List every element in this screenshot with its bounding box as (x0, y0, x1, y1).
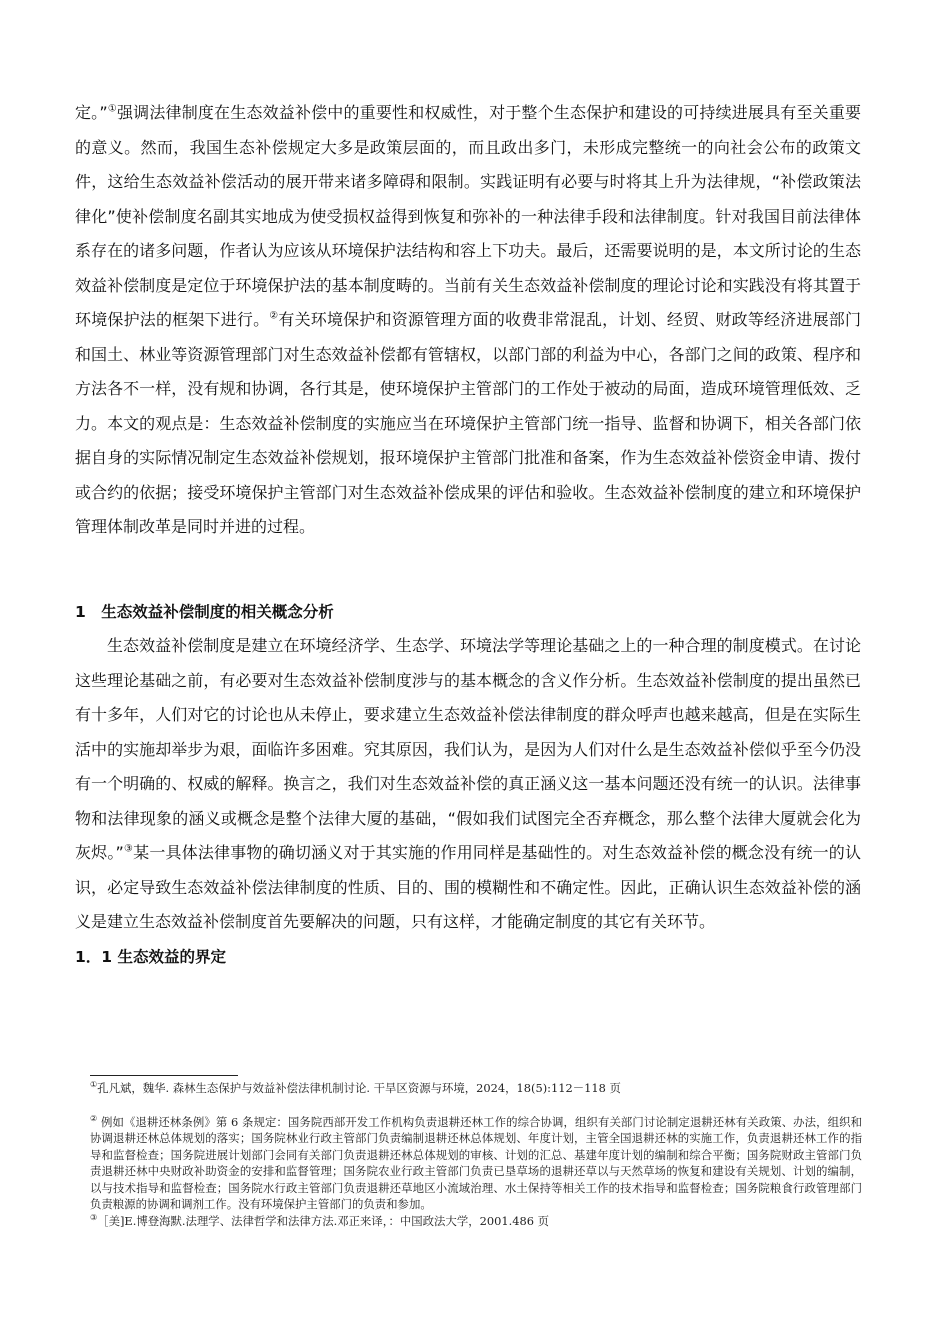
footnote-divider (90, 1075, 238, 1076)
document-page (75, 96, 861, 974)
footnotes (90, 1080, 862, 1229)
paragraph-text: 强调法律制度在生态效益补偿中的重要性和权威性，对于整个生态保护和建设的可持续进展具有至关重要的意义。然而，我国生态补偿规定大多是政策层面的，而且政出多门，未形成完整统一的向社会公布的政策文件，这给生态效益补偿活动的展开带来诸多障碍和限制。实践证明有必要与时将其上升为法律规，“补偿政策法律化”使补偿制度名副其实地成为使受损权益得到恢复和弥补的一种法律手段和法律制度。针对我国目前法律体系存在的诸多问题，作者认为应该从环境保护法结构和容上下功夫。最后，还需要说明的是，本文所讨论的生态效益补偿制度是定位于环境保护法的基本制度畴的。当前有关生态效益补偿制度的理论讨论和实践没有将其置于环境保护法的框架下进行。 (75, 103, 861, 329)
footnote-mark: ③ (90, 1212, 98, 1222)
paragraph-text: 有关环境保护和资源管理方面的收费非常混乱，计划、经贸、财政等经济进展部门和国土、林业等资源管理部门对生态效益补偿都有管辖权，以部门部的利益为中心，各部门之间的政策、程序和方法各不一样，没有规和协调，各行其是，使环境保护主管部门的工作处于被动的局面，造成环境管理低效、乏力。本文的观点是：生态效益补偿制度的实施应当在环境保护主管部门统一指导、监督和协调下，相关各部门依据自身的实际情况制定生态效益补偿规划，报环境保护主管部门批准和备案，作为生态效益补偿资金申请、拨付或合约的依据；接受环境保护主管部门对生态效益补偿成果的评估和验收。生态效益补偿制度的建立和环境保护管理体制改革是同时并进的过程。 (75, 310, 861, 536)
footnote-mark: ② (90, 1113, 98, 1123)
footnote-text: 例如《退耕还林条例》第 6 条规定：国务院西部开发工作机构负责退耕还林工作的综合协调，组织有关部门讨论制定退耕还林有关政策、办法，组织和协调退耕还林总体规划的落实；国务院林业行政主管部门负责编制退耕还林总体规划、年度计划，主管全国退耕还林的实施工作，负责退耕还林工作的指导和监督检查；国务院进展计划部门会同有关部门负责退耕还林总体规划的审核、计划的汇总、基建年度计划的编制和综合平衡；国务院财政主管部门负责退耕还林中央财政补助资金的安排和监督管理；国务院农业行政主管部门负责已垦草场的退耕还草以与天然草场的恢复和建设有关规划、计划的编制，以与技术指导和监督检查；国务院水行政主管部门负责退耕还草地区小流域治理、水土保持等相关工作的技术指导和监督检查；国务院粮食行政管理部门负责粮源的协调和调剂工作。没有环境保护主管部门的负责和参加。 (90, 1114, 862, 1211)
footnote-ref-3[interactable]: ③ (123, 843, 134, 855)
footnote-ref-1[interactable]: ① (107, 103, 117, 115)
paragraph-text: 某一具体法律事物的确切涵义对于其实施的作用同样是基础性的。对生态效益补偿的概念没有统一的认识，必定导致生态效益补偿法律制度的性质、目的、围的模糊性和不确定性。因此，正确认识生态效益补偿的涵义是建立生态效益补偿制度首先要解决的问题，只有这样，才能确定制度的其它有关环节。 (75, 843, 861, 931)
paragraph-text: 生态效益补偿制度是建立在环境经济学、生态学、环境法学等理论基础之上的一种合理的制度模式。在讨论这些理论基础之前，有必要对生态效益补偿制度涉与的基本概念的含义作分析。生态效益补偿制度的提出虽然已有十多年，人们对它的讨论也从未停止，要求建立生态效益补偿法律制度的群众呼声也越来越高，但是在实际生活中的实施却举步为艰，面临许多困难。究其原因，我们认为，是因为人们对什么是生态效益补偿似乎至今仍没有一个明确的、权威的解释。换言之，我们对生态效益补偿的真正涵义这一基本问题还没有统一的认识。法律事物和法律现象的涵义或概念是整个法律大厦的基础，“假如我们试图完全否弃概念，那么整个法律大厦就会化为灰烬。” (75, 636, 861, 862)
body-paragraph-2 (75, 629, 861, 940)
paragraph-text: 定。” (75, 103, 108, 122)
footnote-mark: ① (90, 1080, 98, 1090)
section-heading: 1 生态效益补偿制度的相关概念分析 (75, 602, 334, 621)
footnote-text: 孔凡斌，魏华. 森林生态保护与效益补偿法律机制讨论. 干旱区资源与环境，2024，18(5):112－118 页 (97, 1081, 621, 1095)
body-paragraph-1 (75, 96, 861, 545)
footnote-text: ［美]E.博登海默.法理学、法律哲学和法律方法.邓正来译，：中国政法大学，2001.486 页 (97, 1213, 549, 1228)
subsection-heading: 1．1 生态效益的界定 (75, 947, 226, 966)
footnote-2 (90, 1114, 862, 1213)
footnote-1 (90, 1080, 862, 1097)
footnote-ref-2[interactable]: ② (269, 310, 279, 322)
footnote-3 (90, 1213, 862, 1230)
